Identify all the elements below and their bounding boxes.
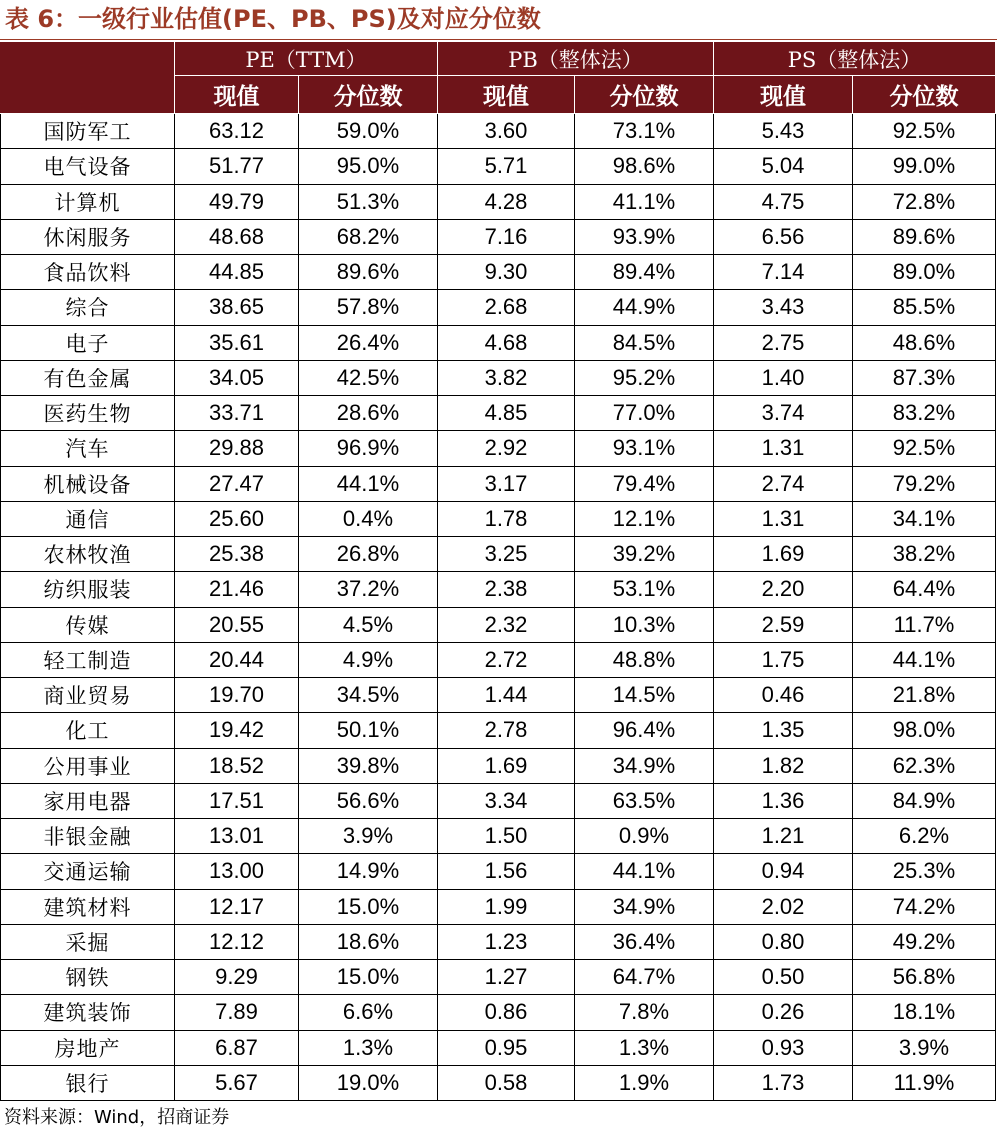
ps-current-cell: 0.80 xyxy=(714,924,853,959)
pe-percentile-cell: 51.3% xyxy=(299,184,438,219)
pe-current-cell: 27.47 xyxy=(175,466,299,501)
pe-percentile-cell: 26.4% xyxy=(299,325,438,360)
ps-current-cell: 3.43 xyxy=(714,290,853,325)
header-ps-percentile: 分位数 xyxy=(853,76,996,114)
ps-current-cell: 2.02 xyxy=(714,889,853,924)
table-row xyxy=(1,360,996,395)
pb-percentile-cell: 53.1% xyxy=(575,572,714,607)
ps-current-cell: 2.59 xyxy=(714,607,853,642)
table-body xyxy=(1,114,996,1101)
industry-name-cell: 建筑装饰 xyxy=(1,995,175,1030)
pe-percentile-cell: 44.1% xyxy=(299,466,438,501)
ps-current-cell: 1.35 xyxy=(714,713,853,748)
industry-name-cell: 纺织服装 xyxy=(1,572,175,607)
ps-current-cell: 0.50 xyxy=(714,960,853,995)
pb-current-cell: 4.85 xyxy=(438,396,575,431)
pe-percentile-cell: 59.0% xyxy=(299,114,438,149)
ps-current-cell: 1.31 xyxy=(714,431,853,466)
industry-name-cell: 钢铁 xyxy=(1,960,175,995)
pe-percentile-cell: 39.8% xyxy=(299,748,438,783)
industry-name-cell: 机械设备 xyxy=(1,466,175,501)
table-row xyxy=(1,819,996,854)
ps-percentile-cell: 56.8% xyxy=(853,960,996,995)
pe-current-cell: 44.85 xyxy=(175,255,299,290)
ps-percentile-cell: 11.7% xyxy=(853,607,996,642)
pb-percentile-cell: 77.0% xyxy=(575,396,714,431)
pe-current-cell: 13.01 xyxy=(175,819,299,854)
pe-percentile-cell: 68.2% xyxy=(299,219,438,254)
industry-name-cell: 商业贸易 xyxy=(1,678,175,713)
table-row xyxy=(1,572,996,607)
pb-current-cell: 1.44 xyxy=(438,678,575,713)
industry-name-cell: 电气设备 xyxy=(1,149,175,184)
ps-percentile-cell: 38.2% xyxy=(853,537,996,572)
ps-percentile-cell: 84.9% xyxy=(853,783,996,818)
pb-current-cell: 9.30 xyxy=(438,255,575,290)
source-note: 资料来源：Wind，招商证券 xyxy=(4,1107,230,1128)
pe-current-cell: 12.12 xyxy=(175,924,299,959)
pe-percentile-cell: 89.6% xyxy=(299,255,438,290)
pe-percentile-cell: 15.0% xyxy=(299,889,438,924)
industry-name-cell: 轻工制造 xyxy=(1,642,175,677)
ps-percentile-cell: 79.2% xyxy=(853,466,996,501)
ps-percentile-cell: 18.1% xyxy=(853,995,996,1030)
pb-current-cell: 4.68 xyxy=(438,325,575,360)
pe-current-cell: 49.79 xyxy=(175,184,299,219)
ps-current-cell: 3.74 xyxy=(714,396,853,431)
pb-current-cell: 2.38 xyxy=(438,572,575,607)
ps-percentile-cell: 72.8% xyxy=(853,184,996,219)
table-row xyxy=(1,184,996,219)
table-row xyxy=(1,713,996,748)
ps-percentile-cell: 92.5% xyxy=(853,114,996,149)
pb-current-cell: 3.17 xyxy=(438,466,575,501)
pe-current-cell: 29.88 xyxy=(175,431,299,466)
pb-percentile-cell: 95.2% xyxy=(575,360,714,395)
pe-current-cell: 34.05 xyxy=(175,360,299,395)
pe-current-cell: 17.51 xyxy=(175,783,299,818)
pb-current-cell: 2.68 xyxy=(438,290,575,325)
pb-percentile-cell: 63.5% xyxy=(575,783,714,818)
pb-percentile-cell: 64.7% xyxy=(575,960,714,995)
header-group-ps: PS（整体法） xyxy=(714,42,996,76)
table-row xyxy=(1,1065,996,1100)
industry-name-cell: 医药生物 xyxy=(1,396,175,431)
pb-current-cell: 3.25 xyxy=(438,537,575,572)
ps-percentile-cell: 92.5% xyxy=(853,431,996,466)
ps-percentile-cell: 44.1% xyxy=(853,642,996,677)
pe-current-cell: 19.70 xyxy=(175,678,299,713)
table-row xyxy=(1,678,996,713)
table-row xyxy=(1,924,996,959)
ps-current-cell: 5.04 xyxy=(714,149,853,184)
pb-current-cell: 7.16 xyxy=(438,219,575,254)
ps-percentile-cell: 99.0% xyxy=(853,149,996,184)
industry-name-cell: 汽车 xyxy=(1,431,175,466)
pe-current-cell: 9.29 xyxy=(175,960,299,995)
ps-percentile-cell: 85.5% xyxy=(853,290,996,325)
pb-percentile-cell: 93.9% xyxy=(575,219,714,254)
ps-current-cell: 4.75 xyxy=(714,184,853,219)
industry-name-cell: 交通运输 xyxy=(1,854,175,889)
pb-current-cell: 0.86 xyxy=(438,995,575,1030)
pb-percentile-cell: 1.9% xyxy=(575,1065,714,1100)
industry-name-cell: 休闲服务 xyxy=(1,219,175,254)
industry-name-cell: 计算机 xyxy=(1,184,175,219)
ps-current-cell: 1.73 xyxy=(714,1065,853,1100)
pb-percentile-cell: 41.1% xyxy=(575,184,714,219)
industry-name-cell: 采掘 xyxy=(1,924,175,959)
ps-current-cell: 1.31 xyxy=(714,501,853,536)
pe-percentile-cell: 0.4% xyxy=(299,501,438,536)
pe-percentile-cell: 95.0% xyxy=(299,149,438,184)
ps-percentile-cell: 3.9% xyxy=(853,1030,996,1065)
pb-percentile-cell: 93.1% xyxy=(575,431,714,466)
header-group-pe: PE（TTM） xyxy=(175,42,438,76)
header-pb-percentile: 分位数 xyxy=(575,76,714,114)
ps-percentile-cell: 89.0% xyxy=(853,255,996,290)
pe-percentile-cell: 15.0% xyxy=(299,960,438,995)
header-pe-current: 现值 xyxy=(175,76,299,114)
pe-current-cell: 35.61 xyxy=(175,325,299,360)
valuation-table xyxy=(0,41,996,1101)
ps-current-cell: 1.36 xyxy=(714,783,853,818)
pb-percentile-cell: 0.9% xyxy=(575,819,714,854)
pb-percentile-cell: 14.5% xyxy=(575,678,714,713)
table-row xyxy=(1,431,996,466)
industry-name-cell: 传媒 xyxy=(1,607,175,642)
table-row xyxy=(1,537,996,572)
pb-current-cell: 1.56 xyxy=(438,854,575,889)
pb-percentile-cell: 1.3% xyxy=(575,1030,714,1065)
industry-name-cell: 通信 xyxy=(1,501,175,536)
ps-current-cell: 2.74 xyxy=(714,466,853,501)
pb-current-cell: 2.78 xyxy=(438,713,575,748)
industry-name-cell: 综合 xyxy=(1,290,175,325)
pe-percentile-cell: 3.9% xyxy=(299,819,438,854)
pb-current-cell: 2.92 xyxy=(438,431,575,466)
pe-percentile-cell: 6.6% xyxy=(299,995,438,1030)
pe-current-cell: 63.12 xyxy=(175,114,299,149)
ps-current-cell: 2.20 xyxy=(714,572,853,607)
pb-current-cell: 3.34 xyxy=(438,783,575,818)
ps-current-cell: 6.56 xyxy=(714,219,853,254)
pb-current-cell: 1.50 xyxy=(438,819,575,854)
pb-current-cell: 5.71 xyxy=(438,149,575,184)
table-row xyxy=(1,255,996,290)
industry-name-cell: 建筑材料 xyxy=(1,889,175,924)
industry-name-cell: 国防军工 xyxy=(1,114,175,149)
pb-current-cell: 1.23 xyxy=(438,924,575,959)
pb-percentile-cell: 7.8% xyxy=(575,995,714,1030)
table-row xyxy=(1,466,996,501)
header-pe-percentile: 分位数 xyxy=(299,76,438,114)
ps-percentile-cell: 6.2% xyxy=(853,819,996,854)
header-corner xyxy=(1,42,175,114)
pe-current-cell: 38.65 xyxy=(175,290,299,325)
ps-percentile-cell: 48.6% xyxy=(853,325,996,360)
pe-percentile-cell: 50.1% xyxy=(299,713,438,748)
ps-current-cell: 1.21 xyxy=(714,819,853,854)
ps-current-cell: 1.40 xyxy=(714,360,853,395)
pe-current-cell: 12.17 xyxy=(175,889,299,924)
pb-current-cell: 3.82 xyxy=(438,360,575,395)
table-header xyxy=(1,42,996,114)
pe-percentile-cell: 56.6% xyxy=(299,783,438,818)
pb-current-cell: 3.60 xyxy=(438,114,575,149)
ps-current-cell: 0.46 xyxy=(714,678,853,713)
ps-percentile-cell: 89.6% xyxy=(853,219,996,254)
pb-percentile-cell: 36.4% xyxy=(575,924,714,959)
pb-percentile-cell: 89.4% xyxy=(575,255,714,290)
table-row xyxy=(1,995,996,1030)
ps-percentile-cell: 34.1% xyxy=(853,501,996,536)
industry-name-cell: 食品饮料 xyxy=(1,255,175,290)
pe-current-cell: 51.77 xyxy=(175,149,299,184)
table-row xyxy=(1,642,996,677)
pb-percentile-cell: 79.4% xyxy=(575,466,714,501)
ps-current-cell: 1.82 xyxy=(714,748,853,783)
ps-current-cell: 0.94 xyxy=(714,854,853,889)
pe-current-cell: 19.42 xyxy=(175,713,299,748)
pb-current-cell: 0.95 xyxy=(438,1030,575,1065)
pb-current-cell: 1.78 xyxy=(438,501,575,536)
pb-percentile-cell: 73.1% xyxy=(575,114,714,149)
table-row xyxy=(1,290,996,325)
pe-current-cell: 48.68 xyxy=(175,219,299,254)
table-row xyxy=(1,748,996,783)
ps-percentile-cell: 49.2% xyxy=(853,924,996,959)
pb-current-cell: 1.99 xyxy=(438,889,575,924)
ps-percentile-cell: 25.3% xyxy=(853,854,996,889)
ps-percentile-cell: 64.4% xyxy=(853,572,996,607)
header-ps-current: 现值 xyxy=(714,76,853,114)
ps-percentile-cell: 11.9% xyxy=(853,1065,996,1100)
pb-percentile-cell: 98.6% xyxy=(575,149,714,184)
pb-percentile-cell: 34.9% xyxy=(575,748,714,783)
table-row xyxy=(1,325,996,360)
header-pb-current: 现值 xyxy=(438,76,575,114)
table-row xyxy=(1,219,996,254)
table-row xyxy=(1,114,996,149)
industry-name-cell: 农林牧渔 xyxy=(1,537,175,572)
industry-name-cell: 化工 xyxy=(1,713,175,748)
pe-current-cell: 5.67 xyxy=(175,1065,299,1100)
pe-current-cell: 33.71 xyxy=(175,396,299,431)
industry-name-cell: 电子 xyxy=(1,325,175,360)
pe-percentile-cell: 34.5% xyxy=(299,678,438,713)
industry-name-cell: 非银金融 xyxy=(1,819,175,854)
pe-percentile-cell: 4.5% xyxy=(299,607,438,642)
ps-current-cell: 1.69 xyxy=(714,537,853,572)
ps-percentile-cell: 87.3% xyxy=(853,360,996,395)
table-row xyxy=(1,854,996,889)
ps-percentile-cell: 83.2% xyxy=(853,396,996,431)
industry-name-cell: 房地产 xyxy=(1,1030,175,1065)
ps-current-cell: 7.14 xyxy=(714,255,853,290)
table-row xyxy=(1,889,996,924)
ps-percentile-cell: 74.2% xyxy=(853,889,996,924)
pb-current-cell: 1.69 xyxy=(438,748,575,783)
industry-name-cell: 公用事业 xyxy=(1,748,175,783)
pe-percentile-cell: 28.6% xyxy=(299,396,438,431)
ps-current-cell: 2.75 xyxy=(714,325,853,360)
pb-percentile-cell: 44.9% xyxy=(575,290,714,325)
pe-percentile-cell: 1.3% xyxy=(299,1030,438,1065)
pe-current-cell: 6.87 xyxy=(175,1030,299,1065)
industry-name-cell: 家用电器 xyxy=(1,783,175,818)
ps-current-cell: 0.26 xyxy=(714,995,853,1030)
pb-percentile-cell: 34.9% xyxy=(575,889,714,924)
table-row xyxy=(1,501,996,536)
pe-current-cell: 13.00 xyxy=(175,854,299,889)
table-row xyxy=(1,783,996,818)
pe-current-cell: 20.55 xyxy=(175,607,299,642)
pe-percentile-cell: 42.5% xyxy=(299,360,438,395)
table-row xyxy=(1,960,996,995)
pb-percentile-cell: 10.3% xyxy=(575,607,714,642)
industry-name-cell: 银行 xyxy=(1,1065,175,1100)
pe-percentile-cell: 14.9% xyxy=(299,854,438,889)
table-row xyxy=(1,607,996,642)
pb-current-cell: 2.32 xyxy=(438,607,575,642)
pb-percentile-cell: 12.1% xyxy=(575,501,714,536)
pe-percentile-cell: 4.9% xyxy=(299,642,438,677)
pe-percentile-cell: 57.8% xyxy=(299,290,438,325)
pe-percentile-cell: 26.8% xyxy=(299,537,438,572)
header-group-row xyxy=(1,42,996,76)
pe-current-cell: 21.46 xyxy=(175,572,299,607)
table-row xyxy=(1,1030,996,1065)
pe-current-cell: 25.38 xyxy=(175,537,299,572)
pb-percentile-cell: 96.4% xyxy=(575,713,714,748)
header-group-pb: PB（整体法） xyxy=(438,42,714,76)
ps-current-cell: 0.93 xyxy=(714,1030,853,1065)
table-row xyxy=(1,149,996,184)
ps-current-cell: 1.75 xyxy=(714,642,853,677)
ps-percentile-cell: 62.3% xyxy=(853,748,996,783)
pe-percentile-cell: 37.2% xyxy=(299,572,438,607)
ps-percentile-cell: 21.8% xyxy=(853,678,996,713)
pb-percentile-cell: 39.2% xyxy=(575,537,714,572)
pe-percentile-cell: 18.6% xyxy=(299,924,438,959)
pe-current-cell: 20.44 xyxy=(175,642,299,677)
ps-current-cell: 5.43 xyxy=(714,114,853,149)
pe-percentile-cell: 96.9% xyxy=(299,431,438,466)
table-title: 表 6：一级行业估值(PE、PB、PS)及对应分位数 xyxy=(5,5,541,33)
pe-current-cell: 18.52 xyxy=(175,748,299,783)
pb-current-cell: 2.72 xyxy=(438,642,575,677)
pb-current-cell: 1.27 xyxy=(438,960,575,995)
pb-current-cell: 4.28 xyxy=(438,184,575,219)
title-divider xyxy=(0,39,997,40)
pe-percentile-cell: 19.0% xyxy=(299,1065,438,1100)
table-row xyxy=(1,396,996,431)
pe-current-cell: 7.89 xyxy=(175,995,299,1030)
ps-percentile-cell: 98.0% xyxy=(853,713,996,748)
pb-current-cell: 0.58 xyxy=(438,1065,575,1100)
pe-current-cell: 25.60 xyxy=(175,501,299,536)
industry-name-cell: 有色金属 xyxy=(1,360,175,395)
pb-percentile-cell: 44.1% xyxy=(575,854,714,889)
pb-percentile-cell: 84.5% xyxy=(575,325,714,360)
pb-percentile-cell: 48.8% xyxy=(575,642,714,677)
